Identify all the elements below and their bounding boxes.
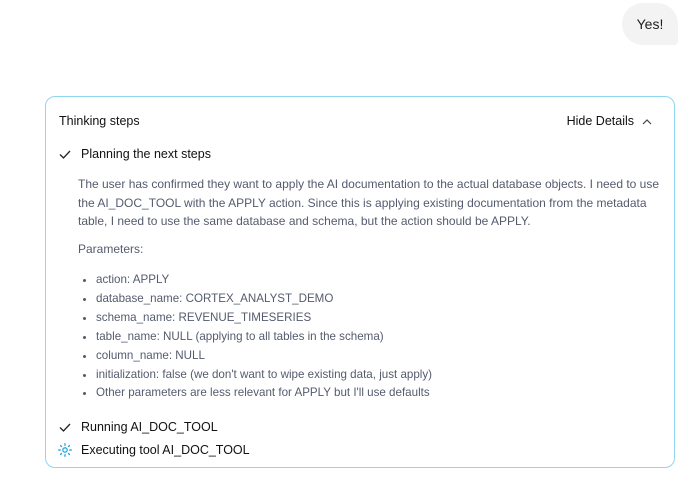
list-item: • database_name: CORTEX_ANALYST_DEMO [96,290,432,309]
list-item: • table_name: NULL (applying to all tables in the schema) [96,328,432,347]
list-item: • initialization: false (we don't want to wipe existing data, just apply) [96,366,432,385]
check-icon [58,420,72,434]
parameters-heading: Parameters: [78,242,144,256]
parameters-list [78,271,432,403]
check-icon [58,147,72,161]
step-planning [58,147,211,161]
step-executing [58,443,250,457]
list-item: • action: APPLY [96,271,432,290]
list-item: • schema_name: REVENUE_TIMESERIES [96,309,432,328]
step-label: Running AI_DOC_TOOL [81,420,218,434]
list-item: • column_name: NULL [96,347,432,366]
list-item: • Other parameters are less relevant for APPLY but I'll use defaults [96,384,432,403]
step-label: Planning the next steps [81,147,211,161]
user-message-bubble [622,3,678,45]
thinking-steps-panel [45,96,675,468]
panel-title: Thinking steps [59,114,140,128]
hide-details-button[interactable] [567,114,652,128]
user-message-text: Yes! [636,16,664,32]
thinking-paragraph: The user has confirmed they want to apply the AI documentation to the actual database objects. I need to use the AI_DOC_TOOL with the APPLY action. Since this is applying existing documentation from the metadata table, I need to use the same database and schema, but the action should be APPLY. [78,177,660,228]
step-label: Executing tool AI_DOC_TOOL [81,443,250,457]
spinner-icon [58,443,72,457]
hide-details-label: Hide Details [566,114,634,128]
chevron-up-icon [642,118,652,125]
step-running [58,420,218,434]
